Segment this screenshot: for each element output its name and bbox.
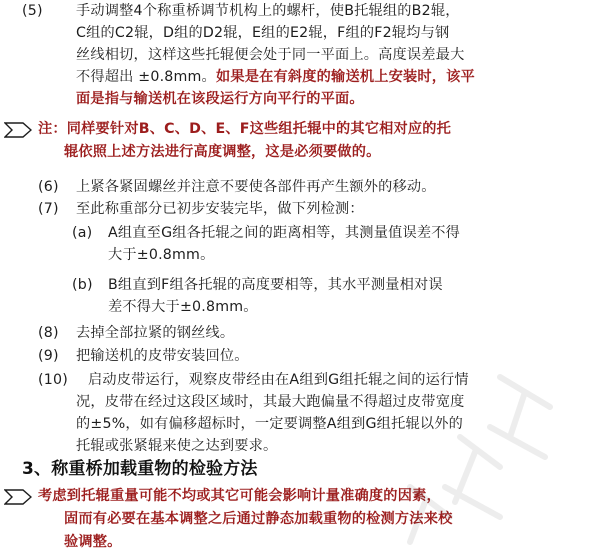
- item-10-line-3: 的±5%，如有偏移超标时，一定要调整A组到G组托辊以外的: [76, 416, 464, 432]
- note-2-line-2: 固而有必要在基本调整之后通过静态加载重物的检测方法来校: [64, 511, 453, 527]
- item-7-number: (7): [38, 201, 59, 217]
- item-7a-number: (a): [72, 225, 93, 241]
- item-5-line-3: 丝线相切，这样这些托辊便会处于同一平面上。高度误差最大: [76, 47, 465, 63]
- item-7a-line-2: 大于±0.8mm。: [108, 247, 215, 263]
- section-3-heading: 3、称重桥加载重物的检验方法: [22, 459, 258, 479]
- item-9-number: (9): [38, 348, 59, 364]
- item-5-line-2: C组的C2辊，D组的D2辊，E组的E2辊，F组的F2辊均与钢: [76, 25, 450, 41]
- item-6-number: (6): [38, 179, 59, 195]
- item-5-line-4: [76, 66, 475, 88]
- item-5-line-1: 手动调整4个称重桥调节机构上的螺杆，使B托辊组的B2辊，: [76, 3, 460, 19]
- item-8-number: (8): [38, 325, 59, 341]
- item-6-text: 上紧各紧固螺丝并注意不要使各部件再产生额外的移动。: [76, 179, 436, 195]
- arrow-pointer-icon: [4, 122, 32, 138]
- item-5-slope-note: 如果是在有斜度的输送机上安装时，该平: [215, 69, 475, 85]
- item-9-text: 把输送机的皮带安装回位。: [76, 348, 249, 364]
- item-7a-line-1: A组直至G组各托辊之间的距离相等，其测量值误差不得: [108, 225, 461, 241]
- note-1-line-1: 注：同样要针对B、C、D、E、F这些组托辊中的其它相对应的托: [38, 121, 452, 137]
- item-7-text: 至此称重部分已初步安装完毕，做下列检测：: [76, 201, 364, 217]
- item-10-line-4: 托辊或张紧辊来使之达到要求。: [76, 438, 278, 454]
- item-10-number: (10): [38, 372, 68, 388]
- item-5-tolerance: 不得超出 ±0.8mm。: [76, 69, 216, 85]
- item-10-line-1: 启动皮带运行，观察皮带经由在A组到G组托辊之间的运行情: [88, 372, 469, 388]
- note-1-line-2: 辊依照上述方法进行高度调整，这是必须要做的。: [64, 144, 381, 160]
- item-8-text: 去掉全部拉紧的钢丝线。: [76, 325, 235, 341]
- item-5-number: (5): [22, 3, 43, 19]
- note-2-line-3: 验调整。: [64, 534, 122, 550]
- item-7b-number: (b): [72, 277, 93, 293]
- item-7b-line-2: 差不得大于±0.8mm。: [108, 299, 258, 315]
- item-10-line-2: 况，皮带在经过这段区域时，其最大跑偏量不得超过皮带宽度: [76, 394, 465, 410]
- item-5-line-5: 面是指与输送机在该段运行方向平行的平面。: [76, 91, 364, 107]
- note-2-line-1: 考虑到托辊重量可能不均或其它可能会影响计量准确度的因素，: [38, 488, 441, 504]
- item-7b-line-1: B组直到F组各托辊的高度要相等，其水平测量相对误: [108, 277, 443, 293]
- arrow-pointer-icon: [4, 489, 32, 505]
